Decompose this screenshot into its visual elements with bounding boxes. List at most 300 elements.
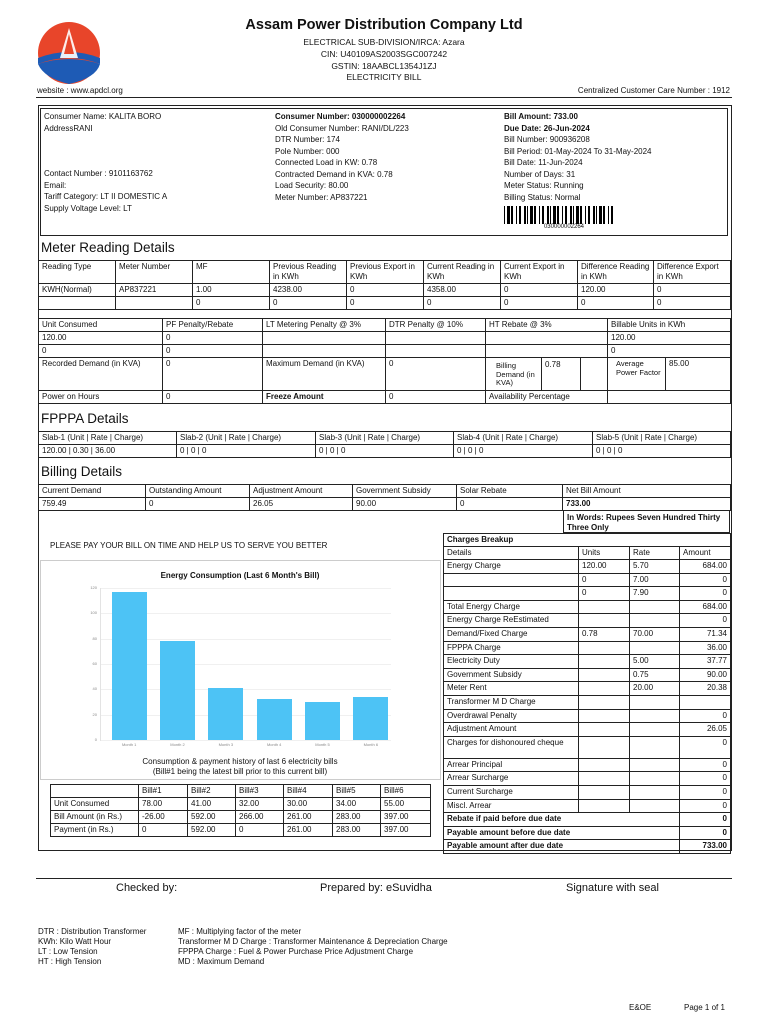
table-cell: Overdrawal Penalty	[444, 709, 579, 723]
recorded-demand-value: 0	[163, 358, 263, 391]
barcode-bar	[516, 206, 517, 224]
table-cell: 592.00	[188, 824, 236, 837]
charges-row	[444, 723, 731, 737]
history-caption-line2: (Bill#1 being the latest bill prior to this current bill)	[152, 767, 328, 776]
table-cell: 37.77	[680, 655, 731, 669]
header-cell: Difference Export in KWh	[654, 261, 731, 284]
meter-header-row	[39, 261, 731, 284]
table-cell: Energy Charge ReEstimated	[444, 614, 579, 628]
maximum-demand-value: 0	[386, 358, 486, 391]
table-cell: Transformer M D Charge	[444, 695, 579, 709]
table-cell	[579, 600, 630, 614]
table-cell: 26.05	[680, 723, 731, 737]
power-hours-row	[39, 391, 731, 404]
table-cell: 0	[139, 824, 188, 837]
payment-notice: PLEASE PAY YOUR BILL ON TIME AND HELP US TO SERVE YOU BETTER	[50, 541, 328, 550]
bill-date: Bill Date: 11-Jun-2024	[504, 158, 583, 167]
table-cell: 684.00	[680, 560, 731, 574]
header-cell: Bill#1	[139, 785, 188, 798]
legend-right	[178, 927, 448, 967]
table-cell: Charges for dishonoured cheque	[444, 736, 579, 758]
table-cell	[630, 758, 680, 772]
table-cell: Miscl. Arrear	[444, 799, 579, 813]
header-divider	[36, 97, 732, 98]
header-cell: Billable Units in KWh	[608, 319, 731, 332]
header-cell: Amount	[680, 547, 731, 560]
table-cell	[630, 614, 680, 628]
table-cell: 0	[680, 573, 731, 587]
average-power-factor-value: 85.00	[666, 358, 731, 391]
x-tick-label: Month 5	[315, 742, 330, 747]
header-cell: Slab-4 (Unit | Rate | Charge)	[454, 432, 593, 445]
barcode-bar	[596, 206, 597, 224]
charges-row	[444, 668, 731, 682]
billing-status: Billing Status: Normal	[504, 192, 581, 202]
barcode-bar	[519, 206, 521, 224]
table-cell	[579, 799, 630, 813]
table-cell: 4238.00	[270, 284, 347, 297]
table-cell: 0.75	[630, 668, 680, 682]
barcode-bar	[585, 206, 586, 224]
table-row	[51, 811, 431, 824]
table-cell: 283.00	[333, 811, 381, 824]
header-cell: DTR Penalty @ 10%	[386, 319, 486, 332]
chart-bar	[208, 688, 243, 740]
payable-before-row	[444, 826, 731, 840]
table-cell: 120.00	[579, 560, 630, 574]
header-cell: Units	[579, 547, 630, 560]
consumer-col2	[275, 111, 500, 203]
history-caption	[40, 757, 440, 777]
table-cell: 120.00	[608, 332, 731, 345]
table-cell: 120.00 | 0.30 | 36.00	[39, 445, 177, 458]
table-cell: 5.70	[630, 560, 680, 574]
table-cell: 0 | 0 | 0	[316, 445, 454, 458]
barcode	[504, 206, 624, 228]
y-tick-label: 0	[94, 737, 97, 742]
email: Email:	[44, 180, 67, 190]
payable-before-row-label: Payable amount before due date	[444, 826, 680, 840]
table-cell	[579, 641, 630, 655]
barcode-bar	[539, 206, 540, 224]
barcode-bar	[593, 206, 595, 224]
consumer-col3	[504, 111, 729, 203]
barcode-bar	[557, 206, 559, 224]
barcode-bar	[603, 206, 605, 224]
table-cell	[486, 332, 608, 345]
barcode-bar	[580, 206, 582, 224]
table-cell: 7.90	[630, 587, 680, 601]
table-cell: 41.00	[188, 798, 236, 811]
signature-seal: Signature with seal	[566, 882, 659, 894]
header-cell: Current Reading in KWh	[424, 261, 501, 284]
table-cell	[630, 695, 680, 709]
table-cell: 0	[608, 345, 731, 358]
legend-item: LT : Low Tension	[38, 947, 98, 956]
table-cell	[444, 573, 579, 587]
table-cell: 0 | 0 | 0	[454, 445, 593, 458]
barcode-bar	[507, 206, 510, 224]
company-name: Assam Power Distribution Company Ltd	[245, 17, 523, 33]
charges-row	[444, 560, 731, 574]
header-cell	[51, 785, 139, 798]
header-cell: Previous Export in KWh	[347, 261, 424, 284]
barcode-bar	[550, 206, 551, 224]
bill-type-line: ELECTRICITY BILL	[346, 72, 422, 82]
table-cell: 0	[654, 297, 731, 310]
prepared-by: Prepared by: eSuvidha	[320, 882, 432, 894]
table-row	[39, 332, 731, 345]
table-cell: Demand/Fixed Charge	[444, 627, 579, 641]
legend-item: Transformer M D Charge : Transformer Maintenance & Depreciation Charge	[178, 937, 448, 946]
table-cell	[579, 736, 630, 758]
table-cell	[579, 682, 630, 696]
page-number: Page 1 of 1	[684, 1003, 725, 1012]
table-cell: 0	[163, 345, 263, 358]
legend-item: MD : Maximum Demand	[178, 957, 265, 966]
table-cell	[386, 345, 486, 358]
table-cell: 0	[680, 614, 731, 628]
table-cell	[680, 695, 731, 709]
payable-before-row-value: 0	[680, 826, 731, 840]
fpppa-title: FPPPA Details	[41, 411, 129, 426]
header-cell: Previous Reading in KWh	[270, 261, 347, 284]
table-cell: 90.00	[680, 668, 731, 682]
signature-divider	[36, 878, 732, 879]
table-cell: 5.00	[630, 655, 680, 669]
billing-title: Billing Details	[41, 464, 123, 479]
charges-title-row	[444, 534, 731, 547]
charges-row	[444, 573, 731, 587]
legend-item: DTR : Distribution Transformer	[38, 927, 147, 936]
bill-number: Bill Number: 900936208	[504, 135, 590, 144]
header-cell: Bill#3	[236, 785, 284, 798]
barcode-bar	[504, 206, 505, 224]
table-cell: 0	[146, 498, 250, 511]
table-cell: Bill Amount (in Rs.)	[51, 811, 139, 824]
table-cell	[39, 297, 116, 310]
table-cell	[630, 736, 680, 758]
table-cell: Payment (in Rs.)	[51, 824, 139, 837]
charges-header-row	[444, 547, 731, 560]
barcode-bar	[608, 206, 609, 224]
barcode-bar	[524, 206, 526, 224]
barcode-bar	[588, 206, 590, 224]
table-cell	[579, 655, 630, 669]
table-row	[39, 345, 731, 358]
table-cell: 0	[163, 332, 263, 345]
y-tick-label: 100	[90, 610, 97, 616]
gridline	[101, 588, 391, 589]
table-row	[51, 824, 431, 837]
units-table	[38, 318, 731, 404]
charges-row	[444, 709, 731, 723]
table-cell: 592.00	[188, 811, 236, 824]
table-row	[51, 798, 431, 811]
recorded-demand-label: Recorded Demand (in KVA)	[39, 358, 163, 391]
header-cell: PF Penalty/Rebate	[163, 319, 263, 332]
availability-percentage-label: Availability Percentage	[486, 391, 608, 404]
consumer-name: Consumer Name: KALITA BORO	[44, 112, 162, 121]
connected-load: Connected Load in KW: 0.78	[275, 158, 378, 167]
table-cell: 1.00	[193, 284, 270, 297]
fpppa-table	[38, 431, 731, 458]
table-cell: 36.00	[680, 641, 731, 655]
table-cell	[579, 723, 630, 737]
table-cell: AP837221	[116, 284, 193, 297]
table-cell: 684.00	[680, 600, 731, 614]
payable-after-row-label: Payable amount after due date	[444, 840, 680, 854]
table-cell: 20.00	[630, 682, 680, 696]
availability-percentage-value	[608, 391, 731, 404]
rebate-row	[444, 813, 731, 827]
history-caption-line1: Consumption & payment history of last 6 electricity bills	[142, 757, 338, 766]
charges-title: Charges Breakup	[444, 534, 731, 547]
table-cell: 0	[680, 799, 731, 813]
freeze-amount-label: Freeze Amount	[263, 391, 386, 404]
charges-row	[444, 758, 731, 772]
x-tick-label: Month 4	[266, 742, 282, 747]
charges-row	[444, 587, 731, 601]
table-cell: KWH(Normal)	[39, 284, 116, 297]
charges-row	[444, 641, 731, 655]
website-link[interactable]: website : www.apdcl.org	[37, 86, 123, 95]
table-cell: 0	[579, 587, 630, 601]
table-cell	[386, 332, 486, 345]
barcode-bar	[573, 206, 574, 224]
header-cell: Slab-5 (Unit | Rate | Charge)	[593, 432, 731, 445]
barcode-bar	[553, 206, 556, 224]
consumer-number: Consumer Number: 030000002264	[275, 112, 406, 121]
header-cell: Details	[444, 547, 579, 560]
header-cell: Bill#6	[381, 785, 431, 798]
table-cell: 0.78	[579, 627, 630, 641]
table-cell: 0 | 0 | 0	[593, 445, 731, 458]
dtr-number: DTR Number: 174	[275, 135, 340, 144]
y-tick-label: 80	[92, 635, 97, 641]
table-cell: 397.00	[381, 811, 431, 824]
power-on-hours-value: 0	[163, 391, 263, 404]
table-cell: 0	[680, 736, 731, 758]
barcode-bar	[511, 206, 513, 224]
table-cell	[630, 785, 680, 799]
chart-bar	[353, 697, 388, 740]
table-cell	[263, 345, 386, 358]
table-row	[39, 498, 731, 511]
y-tick-label: 40	[92, 686, 97, 692]
power-on-hours-label: Power on Hours	[39, 391, 163, 404]
y-tick-label: 60	[92, 661, 97, 666]
customer-care: Centralized Customer Care Number : 1912	[577, 86, 730, 95]
legend-item: KWh: Kilo Watt Hour	[38, 937, 112, 946]
table-cell: 34.00	[333, 798, 381, 811]
table-cell: 0	[501, 284, 578, 297]
table-row	[39, 297, 731, 310]
table-cell: 261.00	[284, 811, 333, 824]
supply-voltage: Supply Voltage Level: LT	[44, 203, 132, 213]
apdcl-logo	[36, 20, 102, 86]
header-cell: Meter Number	[116, 261, 193, 284]
table-cell: -26.00	[139, 811, 188, 824]
table-cell: 0	[501, 297, 578, 310]
table-cell: Total Energy Charge	[444, 600, 579, 614]
gstin-line: GSTIN: 18AABCL1354J1ZJ	[331, 61, 437, 71]
x-tick-label: Month 2	[170, 742, 185, 747]
rebate-row-label: Rebate if paid before due date	[444, 813, 680, 827]
table-cell: Current Surcharge	[444, 785, 579, 799]
net-bill-amount: 733.00	[563, 498, 731, 511]
history-table	[50, 784, 431, 837]
old-consumer-number: Old Consumer Number: RANI/DL/223	[275, 123, 409, 133]
table-cell: 266.00	[236, 811, 284, 824]
table-cell	[486, 345, 608, 358]
table-cell: Electricity Duty	[444, 655, 579, 669]
subdivision-line: ELECTRICAL SUB-DIVISION/IRCA: Azara	[303, 37, 465, 47]
header-cell: Government Subsidy	[353, 485, 457, 498]
cin-line: CIN: U40109AS2003SGC007242	[320, 49, 448, 59]
header-cell: Slab-2 (Unit | Rate | Charge)	[177, 432, 316, 445]
header-cell: MF	[193, 261, 270, 284]
table-cell: 261.00	[284, 824, 333, 837]
table-cell: 30.00	[284, 798, 333, 811]
chart-bar	[305, 702, 340, 740]
table-cell: 0	[424, 297, 501, 310]
table-cell	[579, 695, 630, 709]
table-cell	[630, 641, 680, 655]
barcode-text: 030000002264	[543, 224, 585, 230]
table-cell: 78.00	[139, 798, 188, 811]
table-cell: 32.00	[236, 798, 284, 811]
header-cell: Current Export in KWh	[501, 261, 578, 284]
table-cell	[579, 758, 630, 772]
eoe-label: E&OE	[629, 1003, 652, 1012]
barcode-bar	[576, 206, 579, 224]
table-cell	[630, 772, 680, 786]
gridline	[101, 740, 391, 741]
table-cell: 0	[579, 573, 630, 587]
table-cell: 71.34	[680, 627, 731, 641]
header-cell: Bill#2	[188, 785, 236, 798]
charges-row	[444, 736, 731, 758]
table-cell	[579, 614, 630, 628]
table-cell: Unit Consumed	[51, 798, 139, 811]
legend-item: FPPPA Charge : Fuel & Power Purchase Price Adjustment Charge	[178, 947, 414, 956]
table-cell	[630, 600, 680, 614]
legend-item: HT : High Tension	[38, 957, 102, 966]
header-cell: Reading Type	[39, 261, 116, 284]
x-tick-label: Month 3	[218, 742, 234, 747]
table-cell	[444, 587, 579, 601]
billing-table	[38, 484, 731, 511]
maximum-demand-label: Maximum Demand (in KVA)	[263, 358, 386, 391]
barcode-bar	[542, 206, 544, 224]
charges-row	[444, 785, 731, 799]
barcode-bar	[565, 206, 567, 224]
header-cell: Solar Rebate	[457, 485, 563, 498]
table-cell: 55.00	[381, 798, 431, 811]
table-cell: 120.00	[578, 284, 654, 297]
consumer-col1	[44, 111, 269, 214]
table-cell: 70.00	[630, 627, 680, 641]
header-cell: HT Rebate @ 3%	[486, 319, 608, 332]
table-cell	[116, 297, 193, 310]
barcode-bar	[534, 206, 536, 224]
header-cell: Bill#4	[284, 785, 333, 798]
table-cell: 0	[680, 772, 731, 786]
bill-period: Bill Period: 01-May-2024 To 31-May-2024	[504, 146, 652, 156]
header-cell: Adjustment Amount	[250, 485, 353, 498]
payable-after-row	[444, 840, 731, 854]
charges-row	[444, 627, 731, 641]
table-cell	[579, 668, 630, 682]
table-cell: 26.05	[250, 498, 353, 511]
header-cell: Difference Reading in KWh	[578, 261, 654, 284]
chart-plot-area	[90, 585, 391, 747]
table-cell: 0	[680, 709, 731, 723]
billing-demand-value: 0.78	[541, 358, 581, 390]
barcode-bar	[547, 206, 549, 224]
table-cell: Arrear Principal	[444, 758, 579, 772]
table-cell: 0	[270, 297, 347, 310]
header-cell: Unit Consumed	[39, 319, 163, 332]
meter-reading-title: Meter Reading Details	[41, 240, 175, 255]
header-cell: Current Demand	[39, 485, 146, 498]
number-of-days: Number of Days: 31	[504, 169, 576, 179]
barcode-bar	[599, 206, 602, 224]
legend-left	[38, 927, 146, 967]
table-cell: 0	[193, 297, 270, 310]
average-power-factor-label: Average Power Factor	[608, 358, 666, 391]
charges-row	[444, 682, 731, 696]
table-cell: 0	[39, 345, 163, 358]
checked-by: Checked by:	[116, 882, 178, 894]
table-cell: FPPPA Charge	[444, 641, 579, 655]
contact-number: Contact Number : 9101163762	[44, 169, 153, 178]
pole-number: Pole Number: 000	[275, 146, 340, 156]
table-cell: 0	[654, 284, 731, 297]
meter-status: Meter Status: Running	[504, 181, 584, 190]
charges-row	[444, 772, 731, 786]
table-cell: 0	[680, 587, 731, 601]
meter-number: Meter Number: AP837221	[275, 192, 368, 202]
fpppa-header-row	[39, 432, 731, 445]
history-header-row	[51, 785, 431, 798]
table-cell: 4358.00	[424, 284, 501, 297]
table-cell: 120.00	[39, 332, 163, 345]
chart-bar	[112, 592, 147, 740]
header-cell: LT Metering Penalty @ 3%	[263, 319, 386, 332]
barcode-bar	[611, 206, 613, 224]
table-cell: Arrear Surcharge	[444, 772, 579, 786]
contracted-demand: Contracted Demand in KVA: 0.78	[275, 169, 393, 179]
chart-title: Energy Consumption (Last 6 Month's Bill)	[160, 571, 320, 580]
table-cell	[579, 709, 630, 723]
header-cell: Net Bill Amount	[563, 485, 731, 498]
y-tick-label: 20	[92, 711, 97, 717]
header-cell: Outstanding Amount	[146, 485, 250, 498]
table-cell: 283.00	[333, 824, 381, 837]
meter-reading-table	[38, 260, 731, 310]
header-cell: Rate	[630, 547, 680, 560]
consumer-address: AddressRANI	[44, 123, 93, 133]
charges-row	[444, 600, 731, 614]
bill-amount: Bill Amount: 733.00	[504, 112, 578, 121]
table-cell: 0	[236, 824, 284, 837]
barcode-bar	[527, 206, 528, 224]
table-cell	[579, 785, 630, 799]
amount-in-words: In Words: Rupees Seven Hundred Thirty Three Only	[563, 511, 730, 533]
table-cell: Government Subsidy	[444, 668, 579, 682]
